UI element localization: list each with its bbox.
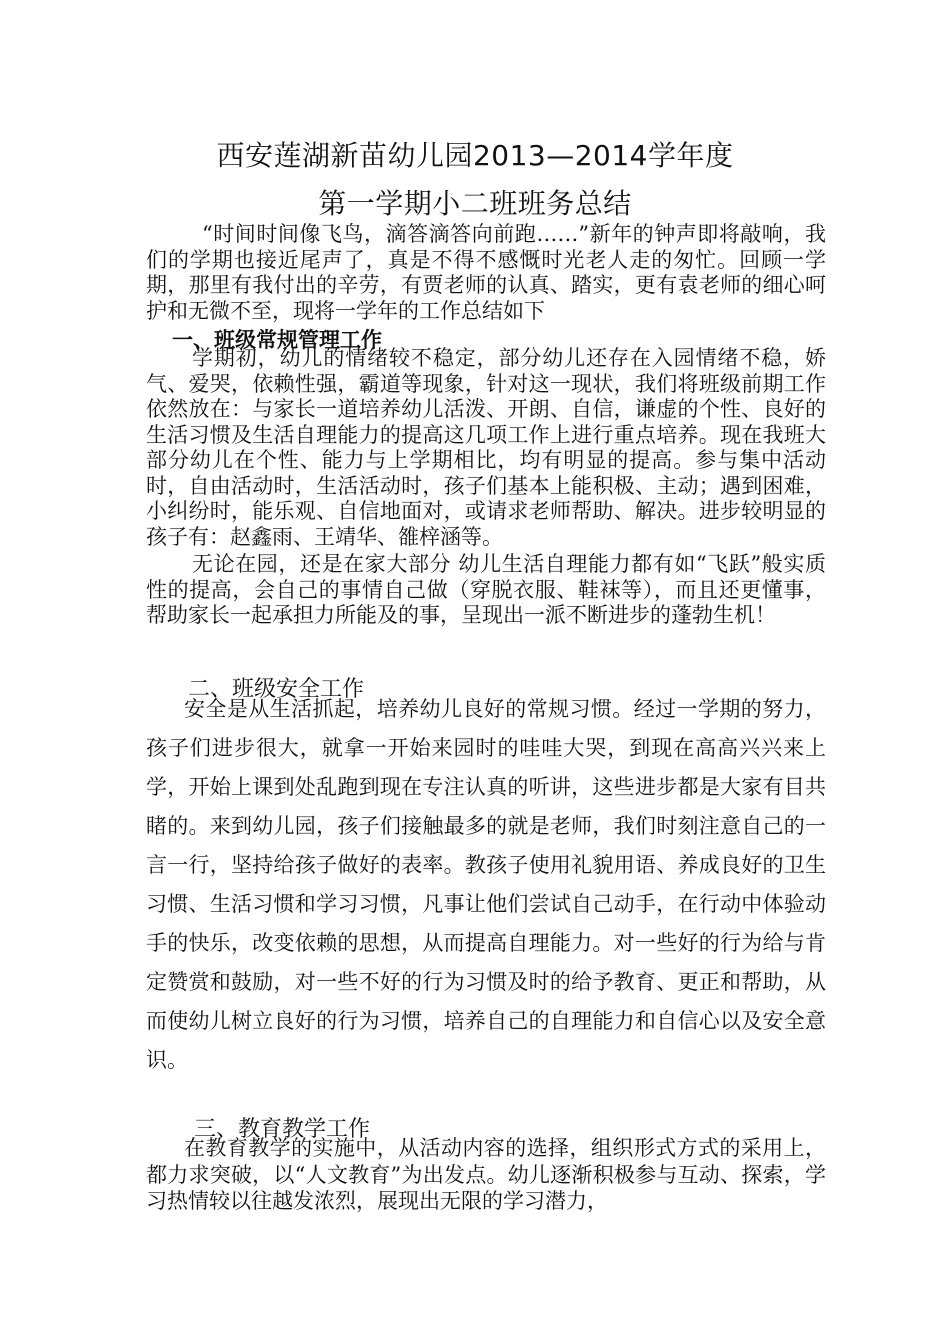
intro-paragraph: “时间时间像飞鸟，滴答滴答向前跑……”新年的钟声即将敲响，我们的学期也接近尾声了，真是不得不感慨时光老人走的匆忙。回顾一学期，那里有我付出的辛劳，有贾老师的认真、踏实，更有袁老师的细心呵护和无微不至，现将一学年的工作总结如下 — [146, 222, 826, 323]
section-2-body — [146, 690, 826, 1080]
section-2-paragraph-1: 安全是从生活抓起，培养幼儿良好的常规习惯。经过一学期的努力，孩子们进步很大，就拿一开始来园时的哇哇大哭，到现在高高兴兴来上学，开始上课到处乱跑到现在专注认真的听讲，这些进步都是大家有目共睹的。来到幼儿园，孩子们接触最多的就是老师，我们时刻注意自己的一言一行，坚持给孩子做好的表率。教孩子使用礼貌用语、养成良好的卫生习惯、生活习惯和学习习惯，凡事让他们尝试自己动手，在行动中体验动手的快乐，改变依赖的思想，从而提高自理能力。对一些好的行为给与肯定赞赏和鼓励，对一些不好的行为习惯及时的给予教育、更正和帮助，从而使幼儿树立良好的行为习惯，培养自己的自理能力和自信心以及安全意识。 — [146, 697, 826, 1072]
section-3-body — [146, 1135, 826, 1215]
section-1-heading: 一、班级常规管理工作 — [172, 328, 382, 352]
section-1-paragraph-1: 学期初，幼儿的情绪较不稳定，部分幼儿还存在入园情绪不稳，娇气、爱哭，依赖性强，霸道等现象，针对这一现状，我们将班级前期工作依然放在：与家长一道培养幼儿活泼、开朗、自信，谦虚的个性、良好的生活习惯及生活自理能力的提高这几项工作上进行重点培养。现在我班大部分幼儿在个性、能力与上学期相比，均有明显的提高。参与集中活动时，自由活动时，生活活动时，孩子们基本上能积极、主动；遇到困难，小纠纷时，能乐观、自信地面对，或请求老师帮助、解决。进步较明显的孩子有：赵鑫雨、王靖华、雒梓涵等。 — [146, 346, 826, 549]
section-3-heading: 三、教育教学工作 — [194, 1117, 371, 1142]
document-title: 西安莲湖新苗幼儿园2013—2014学年度 — [216, 139, 734, 172]
intro-block — [146, 222, 826, 324]
section-2-heading: 二、班级安全工作 — [188, 677, 365, 702]
section-1-body — [146, 346, 826, 629]
section-1-paragraph-2: 无论在园，还是在家大部分 幼儿生活自理能力都有如“飞跃”般实质性的提高，会自己的事情自己做（穿脱衣服、鞋袜等），而且还更懂事，帮助家长一起承担力所能及的事，呈现出一派不断进步的蓬勃生机！ — [146, 552, 826, 627]
document-subtitle: 第一学期小二班班务总结 — [318, 187, 632, 220]
section-3-paragraph-1: 在教育教学的实施中，从活动内容的选择，组织形式方式的采用上，都力求突破，以“人文教育”为出发点。幼儿逐渐积极参与互动、探索，学习热情较以往越发浓烈，展现出无限的学习潜力， — [146, 1136, 826, 1213]
